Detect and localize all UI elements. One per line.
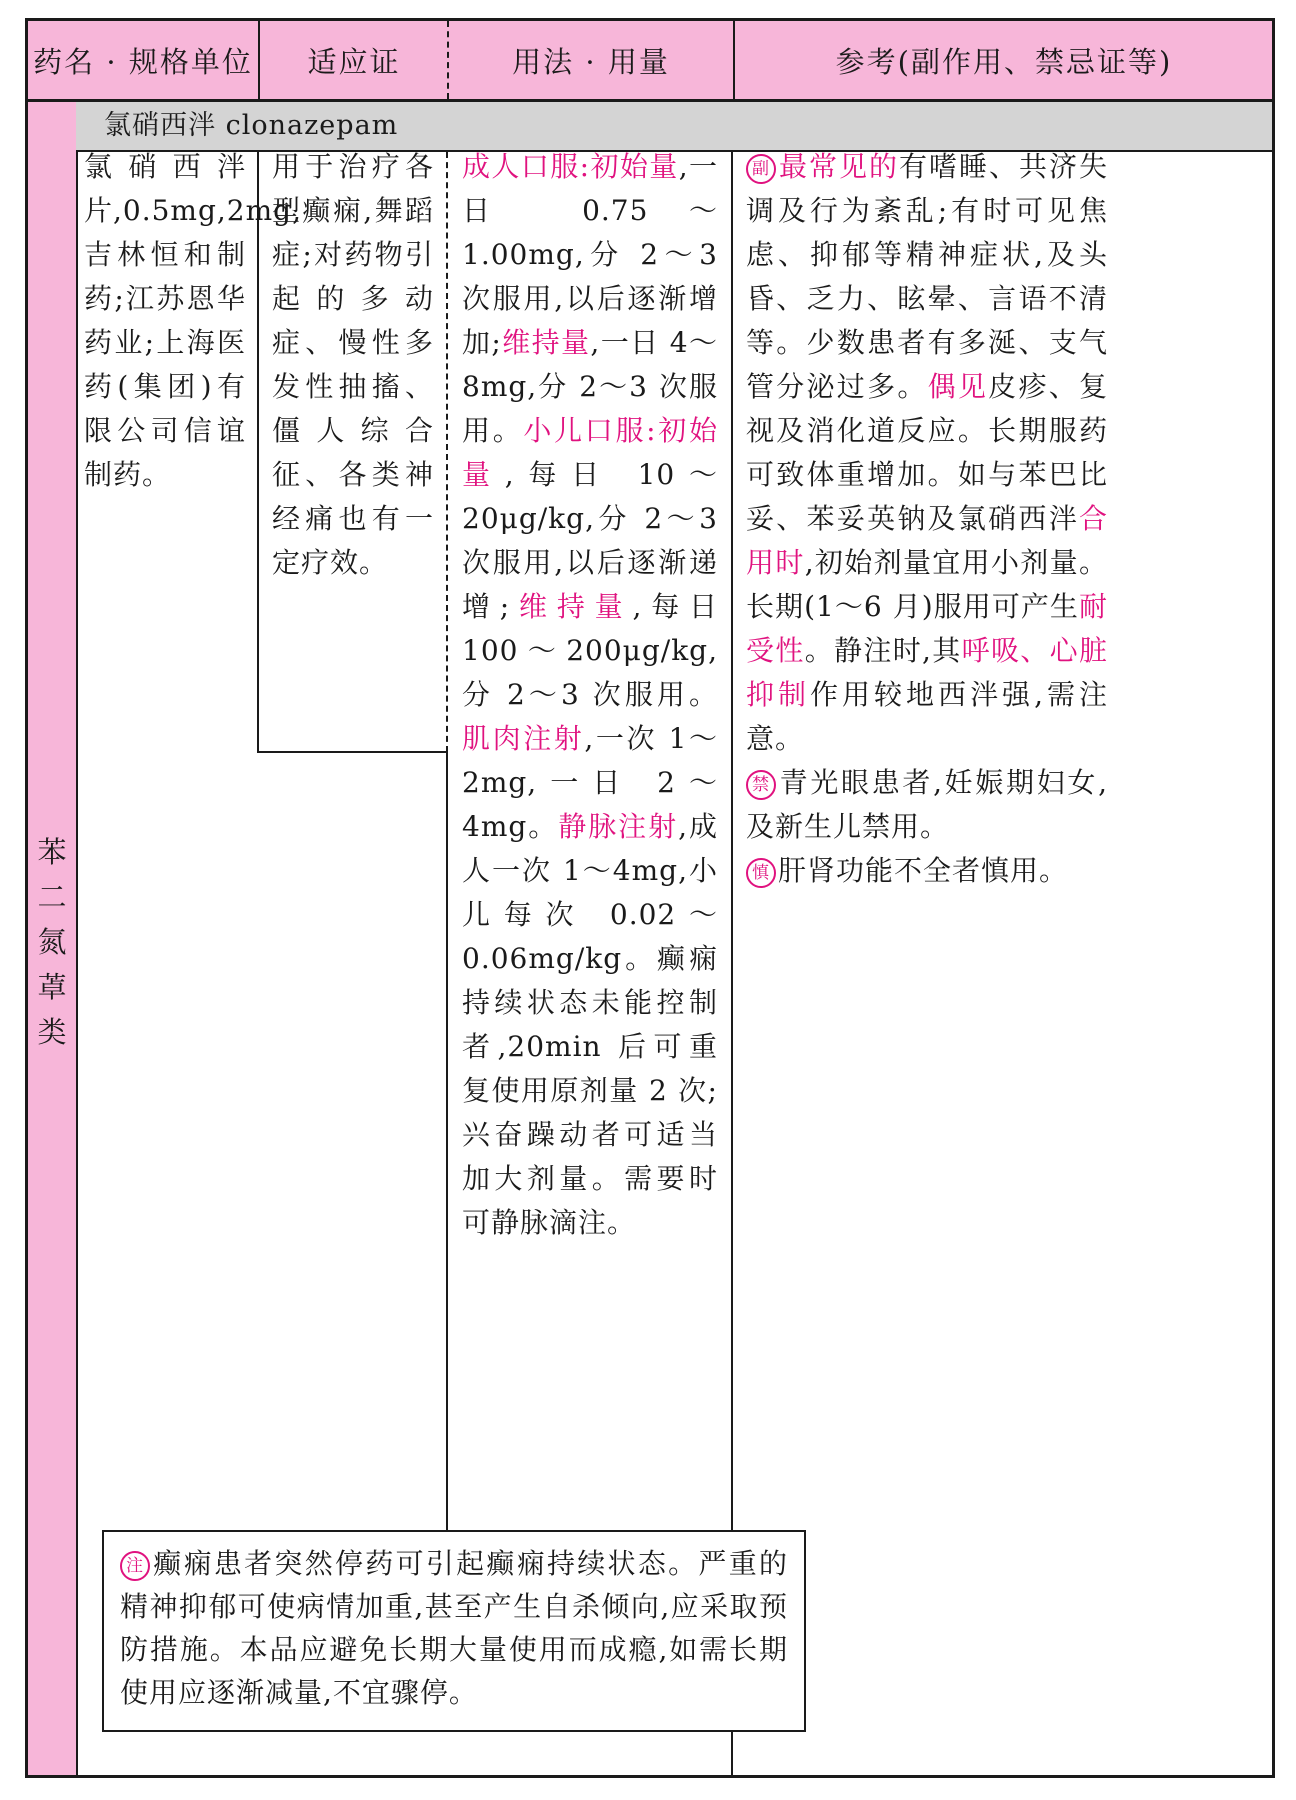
usage-text: ,一日 4～8mg,分 2～3 次服用。 — [462, 326, 718, 447]
caution-text: 肝肾功能不全者慎用。 — [778, 854, 1069, 887]
usage-text: ,每日 100～200μg/kg,分 2～3 次服用。 — [462, 590, 718, 711]
reference-text: 。静注时,其 — [804, 634, 962, 667]
usage-text: ,一日 0.75～1.00mg,分 2～3 次服用,以后逐渐增加; — [462, 150, 718, 359]
category-char: 二 — [37, 880, 67, 914]
reference-text: 皮疹、复视及消化道反应。长期服药可致体重增加。如与苯巴比妥、苯妥英钠及氯硝西泮 — [746, 370, 1108, 535]
category-char: 䓬 — [37, 970, 67, 1004]
reference-highlight: 呼吸、心脏抑制 — [746, 634, 1108, 711]
category-char: 类 — [37, 1015, 67, 1049]
header-indication: 适应证 — [307, 44, 401, 79]
usage-text: ,每日 10～20μg/kg,分 2～3 次服用,以后逐渐递增; — [462, 458, 718, 623]
usage-text: ,一次 1～2mg,一日 2～4mg。 — [462, 722, 718, 843]
category-char: 氮 — [37, 925, 67, 959]
table-frame — [25, 18, 1275, 1778]
side-effect-icon: 副 — [746, 154, 776, 184]
drug-spec: 氯硝西泮片,0.5mg,2mg,吉林恒和制药;江苏恩华药业;上海医药(集团)有限公司信谊制药。 — [84, 150, 302, 491]
usage-text: ,成人一次 1～4mg,小儿每次 0.02～0.06mg/kg。癫痫持续状态未能控制者,20min 后可重复使用原剂量 2 次;兴奋躁动者可适当加大剂量。需要时可静脉滴注。 — [462, 810, 718, 1239]
reference-highlight: 合用时 — [746, 502, 1108, 579]
header-drug-name: 药名 · 规格单位 — [33, 44, 253, 79]
reference-text: 有嗜睡、共济失调及行为紊乱;有时可见焦虑、抑郁等精神症状,及头昏、乏力、眩晕、言语不清等。少数患者有多涎、支气管分泌过多。 — [746, 150, 1108, 403]
reference-text: 作用较地西泮强,需注意。 — [746, 678, 1108, 755]
reference-text: ,初始剂量宜用小剂量。长期(1～6 月)服用可产生 — [746, 546, 1108, 623]
usage-highlight: 维持量 — [501, 326, 591, 359]
header-usage: 用法 · 用量 — [512, 44, 670, 79]
note-icon: 注 — [120, 1551, 150, 1581]
usage-highlight: 静脉注射 — [558, 810, 679, 843]
note-text: 癫痫患者突然停药可引起癫痫持续状态。严重的精神抑郁可使病情加重,甚至产生自杀倾向,应采取预防措施。本品应避免长期大量使用而成瘾,如需长期使用应逐渐减量,不宜骤停。 — [120, 1547, 788, 1709]
reference-highlight: 最常见的 — [778, 150, 899, 183]
drug-indication: 用于治疗各型癫痫,舞蹈症;对药物引起的多动症、慢性多发性抽搐、僵人综合征、各类神经痛也有一定疗效。 — [272, 150, 434, 579]
usage-highlight: 肌肉注射 — [462, 722, 585, 755]
contraindication-icon: 禁 — [746, 770, 776, 800]
reference-highlight: 耐受性 — [746, 590, 1108, 667]
category-char: 苯 — [37, 835, 67, 869]
usage-highlight: 维持量 — [510, 590, 633, 623]
usage-highlight: 小儿口服:初始量 — [462, 414, 718, 491]
usage-highlight: 成人口服:初始量 — [462, 150, 679, 183]
contraindication-text: 青光眼患者,妊娠期妇女,及新生儿禁用。 — [746, 766, 1108, 843]
header-reference: 参考(副作用、禁忌证等) — [835, 44, 1173, 79]
reference-highlight: 偶见 — [927, 370, 989, 403]
drug-name-bar: 氯硝西泮 clonazepam — [76, 102, 1272, 152]
caution-icon: 慎 — [746, 858, 776, 888]
